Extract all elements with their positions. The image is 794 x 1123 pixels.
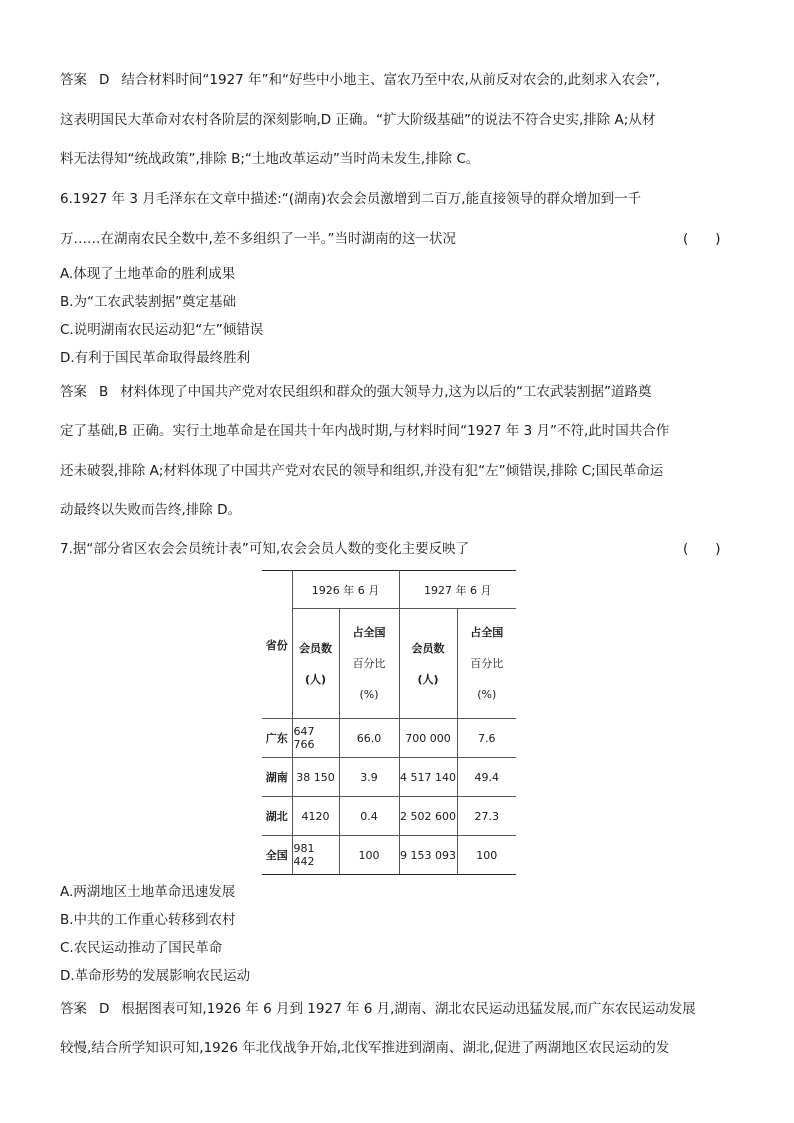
answer-text: 根据图表可知,1926 年 6 月到 1927 年 6 月,湖南、湖北农民运动迅猛发展,而广东农民运动发展 <box>121 1001 696 1017</box>
option-c: C.农民运动推动了国民革命 <box>60 940 223 956</box>
table-row <box>262 758 516 797</box>
answer-blank: ( ) <box>683 541 721 557</box>
answer-5-line-2: 这表明国民大革命对农村各阶层的深刻影响,D 正确。“扩大阶级基础”的说法不符合史实,排除 A;从材 <box>60 112 656 128</box>
answer-7-line-2: 较慢,结合所学知识可知,1926 年北伐战争开始,北伐军推进到湖南、湖北,促进了两湖地区农民运动的发 <box>60 1040 670 1056</box>
answer-label: 答案 <box>60 384 87 400</box>
cell-members-1926: 38 150 <box>292 758 339 797</box>
cell-members-1926: 4120 <box>292 797 339 836</box>
table-row <box>262 719 516 758</box>
members-header: 会员数 (人) <box>292 609 339 719</box>
option-a: A.两湖地区土地革命迅速发展 <box>60 884 236 900</box>
cell-percent-1926: 100 <box>339 836 399 875</box>
question-6-stem-line-2: 万……在湖南农民全数中,差不多组织了一半。”当时湖南的这一状况 <box>60 231 457 247</box>
answer-label: 答案 <box>60 72 87 88</box>
cell-percent-1926: 0.4 <box>339 797 399 836</box>
cell-members-1926: 647 766 <box>292 719 339 758</box>
cell-members-1927: 9 153 093 <box>399 836 457 875</box>
answer-text: 材料体现了中国共产党对农民组织和群众的强大领导力,这为以后的“工农武装割据”道路奠 <box>120 384 652 400</box>
option-a: A.体现了土地革命的胜利成果 <box>60 266 236 282</box>
members-header: 会员数 (人) <box>399 609 457 719</box>
percent-header: 占全国 百分比 (%) <box>339 609 399 719</box>
answer-key: D <box>99 1001 110 1017</box>
question-6-stem-line-1: 6.1927 年 3 月毛泽东在文章中描述:“(湖南)农会会员激增到二百万,能直接领导的群众增加到一千 <box>60 191 642 207</box>
answer-6-line-1 <box>60 380 652 400</box>
answer-text: 结合材料时间“1927 年”和“好些中小地主、富农乃至中农,从前反对农会的,此刻求入农会”, <box>121 72 660 88</box>
cell-percent-1927: 27.3 <box>457 797 516 836</box>
option-b: B.中共的工作重心转移到农村 <box>60 912 236 928</box>
cell-percent-1926: 66.0 <box>339 719 399 758</box>
question-7-stem: 7.据“部分省区农会会员统计表”可知,农会会员人数的变化主要反映了 <box>60 541 470 557</box>
answer-blank: ( ) <box>683 231 721 247</box>
answer-6-line-2: 定了基础,B 正确。实行土地革命是在国共十年内战时期,与材料时间“1927 年 3 月”不符,此时国共合作 <box>60 423 670 439</box>
province-header: 省份 <box>262 571 292 719</box>
cell-members-1926: 981 442 <box>292 836 339 875</box>
answer-6-line-4: 动最终以失败而告终,排除 D。 <box>60 502 241 518</box>
date-header-1926: 1926 年 6 月 <box>292 571 399 609</box>
membership-table <box>262 570 516 875</box>
answer-5-line-1 <box>60 68 660 88</box>
cell-percent-1927: 7.6 <box>457 719 516 758</box>
percent-header: 占全国 百分比 (%) <box>457 609 516 719</box>
option-d: D.革命形势的发展影响农民运动 <box>60 968 251 984</box>
table-row <box>262 797 516 836</box>
answer-7-line-1 <box>60 997 696 1017</box>
table-row <box>262 836 516 875</box>
cell-percent-1926: 3.9 <box>339 758 399 797</box>
answer-5-line-3: 料无法得知“统战政策”,排除 B;“土地改革运动”当时尚未发生,排除 C。 <box>60 151 480 167</box>
option-d: D.有利于国民革命取得最终胜利 <box>60 350 251 366</box>
option-b: B.为“工农武装割据”奠定基础 <box>60 294 237 310</box>
date-header-1927: 1927 年 6 月 <box>399 571 516 609</box>
answer-6-line-3: 还未破裂,排除 A;材料体现了中国共产党对农民的领导和组织,并没有犯“左”倾错误,排除 C;国民革命运 <box>60 463 664 479</box>
answer-key: D <box>99 72 110 88</box>
province-cell: 全国 <box>262 836 292 875</box>
cell-members-1927: 4 517 140 <box>399 758 457 797</box>
cell-percent-1927: 100 <box>457 836 516 875</box>
province-cell: 广东 <box>262 719 292 758</box>
province-cell: 湖南 <box>262 758 292 797</box>
option-c: C.说明湖南农民运动犯“左”倾错误 <box>60 322 264 338</box>
cell-members-1927: 2 502 600 <box>399 797 457 836</box>
answer-key: B <box>99 384 109 400</box>
answer-label: 答案 <box>60 1001 87 1017</box>
province-cell: 湖北 <box>262 797 292 836</box>
cell-members-1927: 700 000 <box>399 719 457 758</box>
cell-percent-1927: 49.4 <box>457 758 516 797</box>
